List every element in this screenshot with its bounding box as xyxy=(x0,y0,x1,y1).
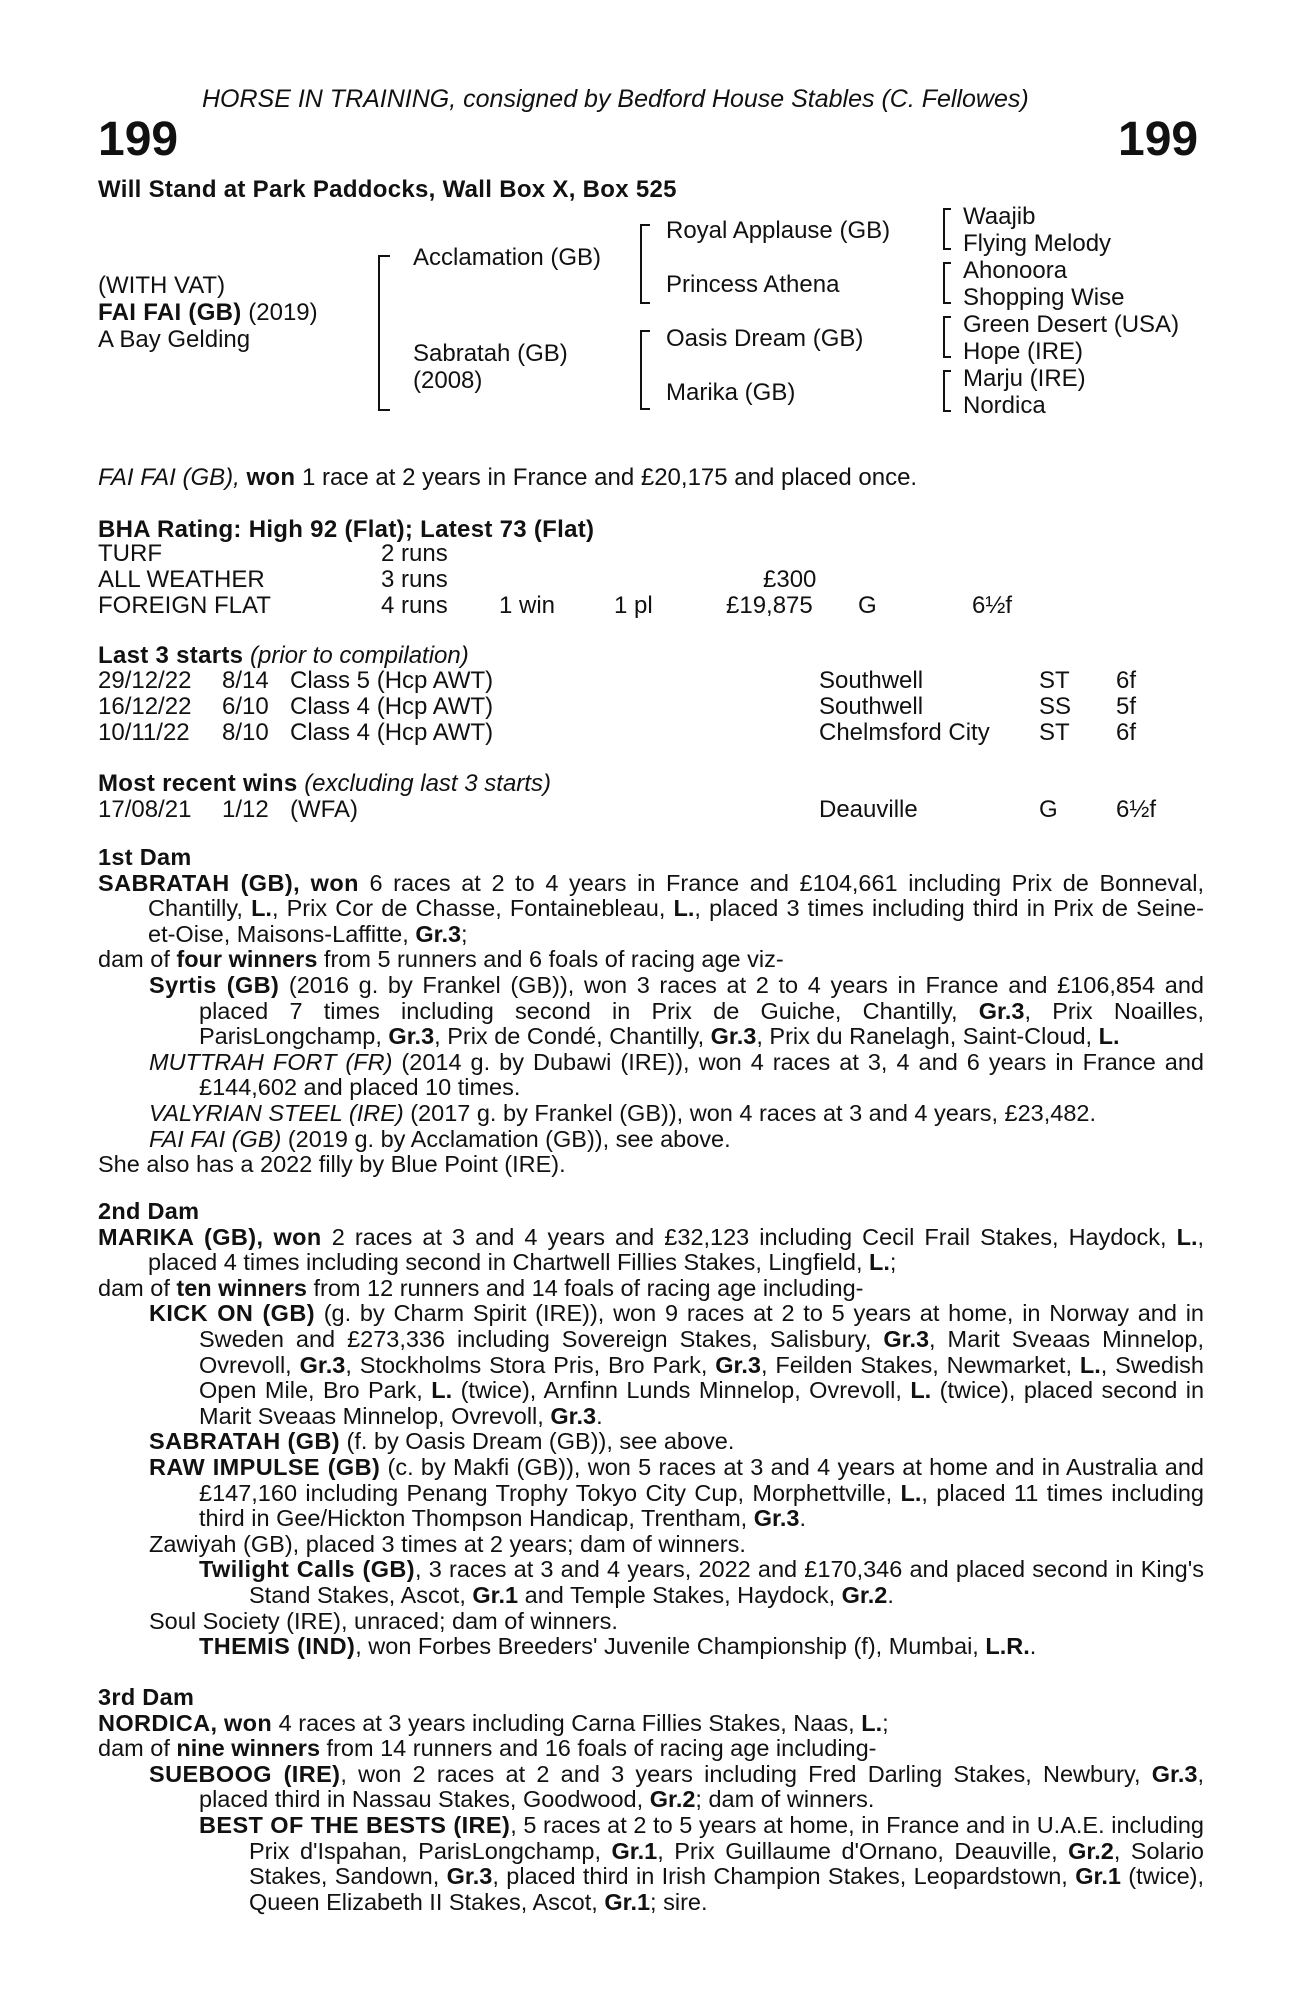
start-distance: 6f xyxy=(1116,719,1137,746)
start-distance: 5f xyxy=(1116,693,1137,720)
start-date: 16/12/22 xyxy=(98,693,192,720)
rating-type: ALL WEATHER xyxy=(98,566,265,593)
dam-year: (2008) xyxy=(413,367,483,394)
last3-title: Last 3 starts xyxy=(98,642,244,669)
rating-type: TURF xyxy=(98,540,162,567)
horse-name-line xyxy=(98,300,318,326)
offspring-valyrian-steel: VALYRIAN STEEL (IRE) (2017 g. by Frankel (GB)), won 4 races at 3 and 4 years, £23,482. xyxy=(149,1099,1097,1126)
rating-placed: 1 pl xyxy=(614,592,653,619)
grand-offspring-themis: THEMIS (IND), won Forbes Breeders' Juvenile Championship (f), Mumbai, L.R.. xyxy=(199,1633,1037,1660)
grandparent-6: Hope (IRE) xyxy=(963,338,1084,365)
rating-runs: 2 runs xyxy=(381,540,448,567)
bha-rating-title: BHA Rating: High 92 (Flat); Latest 73 (Flat) xyxy=(98,516,595,543)
win-distance: 6½f xyxy=(1116,796,1157,823)
start-class: Class 5 (Hcp AWT) xyxy=(290,667,494,694)
start-going: ST xyxy=(1039,667,1070,694)
third-dam-produce: dam of nine winners from 14 runners and 16 foals of racing age including- xyxy=(98,1735,877,1762)
offspring-kick-on: KICK ON (GB) (g. by Charm Spirit (IRE)), won 9 races at 2 to 5 years at home, in Norway and in Sweden and £273,336 including Sovereign Stakes, Salisbury, Gr.3, Marit Sveaas Minnelop, Ovrevoll, Gr.3, Stockholms Stora Pris, Bro Park, Gr.3, Feilden Stakes, Newmarket, L., Swedish Open Mile, Bro Park, L. (twice), Arnfinn Lunds Minnelop, Ovrevoll, L. (twice), placed second in Marit Sveaas Minnelop, Ovrevoll, Gr.3. xyxy=(149,1300,1205,1429)
lot-number-right: 199 xyxy=(1118,113,1199,166)
gp-brace-4 xyxy=(943,370,951,412)
second-dam-record: MARIKA (GB), won 2 races at 3 and 4 years and £32,123 including Cecil Frail Stakes, Haydock, L., placed 4 times including second in Chartwell Fillies Stakes, Lingfield, L.; xyxy=(98,1223,1205,1276)
sire-sire: Royal Applause (GB) xyxy=(666,217,891,244)
consignment-line: HORSE IN TRAINING, consigned by Bedford House Stables (C. Fellowes) xyxy=(202,85,1029,113)
gp-brace-2 xyxy=(943,262,951,304)
horse-name: FAI FAI (GB) xyxy=(98,299,242,326)
rating-runs: 3 runs xyxy=(381,566,448,593)
sire-dam: Princess Athena xyxy=(666,271,840,298)
horse-description: A Bay Gelding xyxy=(98,326,251,353)
sire-parents-brace xyxy=(640,224,650,304)
start-date: 29/12/22 xyxy=(98,667,192,694)
stand-location: Will Stand at Park Paddocks, Wall Box X, Box 525 xyxy=(98,176,677,203)
grandparent-5: Green Desert (USA) xyxy=(963,311,1180,338)
grandparent-1: Waajib xyxy=(963,203,1036,230)
win-date: 17/08/21 xyxy=(98,796,192,823)
sire: Acclamation (GB) xyxy=(413,244,602,271)
first-dam-also: She also has a 2022 filly by Blue Point (IRE). xyxy=(98,1151,566,1178)
dam-dam: Marika (GB) xyxy=(666,379,796,406)
recent-wins-note: (excluding last 3 starts) xyxy=(304,770,551,797)
third-dam-heading: 3rd Dam xyxy=(98,1684,195,1710)
win-position: 1/12 xyxy=(222,796,269,823)
offspring-zawiyah: Zawiyah (GB), placed 3 times at 2 years; dam of winners. xyxy=(149,1530,746,1557)
win-going: G xyxy=(1039,796,1058,823)
second-dam-won: won xyxy=(273,1223,322,1250)
start-distance: 6f xyxy=(1116,667,1137,694)
offspring-muttrah-fort: MUTTRAH FORT (FR) (2014 g. by Dubawi (IRE)), won 4 races at 3, 4 and 6 years in France and £144,602 and placed 10 times. xyxy=(149,1048,1204,1101)
start-going: SS xyxy=(1039,693,1072,720)
rating-prize: £300 xyxy=(763,566,817,593)
third-dam-won: won xyxy=(223,1709,273,1736)
vat-note: (WITH VAT) xyxy=(98,272,226,299)
rating-distance: 6½f xyxy=(972,592,1013,619)
grand-offspring-twilight-calls: Twilight Calls (GB), 3 races at 3 and 4 years, 2022 and £170,346 and placed second in King's Stand Stakes, Ascot, Gr.1 and Temple Stakes, Haydock, Gr.2. xyxy=(199,1556,1204,1608)
second-dam-produce: dam of ten winners from 12 runners and 14 foals of racing age including- xyxy=(98,1274,864,1301)
second-dam-heading: 2nd Dam xyxy=(98,1198,200,1224)
third-dam-record: NORDICA, won 4 races at 3 years including Carna Fillies Stakes, Naas, L.; xyxy=(98,1709,889,1736)
grand-offspring-best-of-the-bests: BEST OF THE BESTS (IRE), 5 races at 2 to 5 years at home, in France and in U.A.E. including Prix d'Ispahan, ParisLongchamp, Gr.1, Prix Guillaume d'Ornano, Deauville, Gr.2, Solario Stakes, Sandown, Gr.3, placed third in Irish Champion Stakes, Leopardstown, Gr.1 (twice), Queen Elizabeth II Stakes, Ascot, Gr.1; sire. xyxy=(199,1811,1205,1915)
first-dam-section xyxy=(98,845,1204,1178)
offspring-soul-society: Soul Society (IRE), unraced; dam of winners. xyxy=(149,1607,618,1634)
grandparent-3: Ahonoora xyxy=(963,257,1068,284)
first-dam-heading: 1st Dam xyxy=(98,844,192,870)
rating-type: FOREIGN FLAT xyxy=(98,592,271,619)
first-dam-record: SABRATAH (GB), won 6 races at 2 to 4 years in France and £104,661 including Prix de Bonneval, Chantilly, L., Prix Cor de Chasse, Fontainebleau, L., placed 3 times including third in Prix de Seine-et-Oise, Maisons-Laffitte, Gr.3; xyxy=(98,869,1205,947)
start-course: Chelmsford City xyxy=(819,719,990,746)
grandparent-4: Shopping Wise xyxy=(963,284,1125,311)
first-dam-name: SABRATAH (GB), xyxy=(98,869,301,896)
second-dam-section xyxy=(98,1199,1204,1660)
third-dam-name: NORDICA, xyxy=(98,1709,218,1736)
dam-parents-brace xyxy=(640,330,650,410)
win-course: Deauville xyxy=(819,796,918,823)
offspring-raw-impulse: RAW IMPULSE (GB) (c. by Makfi (GB)), won 5 races at 3 and 4 years at home and in Australia and £147,160 including Penang Trophy Tokyo City Cup, Morphettville, L., placed 11 times including third in Gee/Hickton Thompson Handicap, Trentham, Gr.3. xyxy=(149,1453,1204,1532)
gp-brace-3 xyxy=(943,316,951,358)
summary-text: 1 race at 2 years in France and £20,175 and placed once. xyxy=(302,464,918,491)
win-class: (WFA) xyxy=(290,796,358,823)
start-class: Class 4 (Hcp AWT) xyxy=(290,719,494,746)
lot-number-left: 199 xyxy=(98,113,179,166)
offspring-syrtis: Syrtis (GB) (2016 g. by Frankel (GB)), won 3 races at 2 to 4 years in France and £106,854 and placed 7 times including second in Prix de Guiche, Chantilly, Gr.3, Prix Noailles, ParisLongchamp, Gr.3, Prix de Condé, Chantilly, Gr.3, Prix du Ranelagh, Saint-Cloud, L. xyxy=(149,971,1204,1050)
rating-runs: 4 runs xyxy=(381,592,448,619)
last3-note: (prior to compilation) xyxy=(249,642,469,669)
grandparent-7: Marju (IRE) xyxy=(963,365,1086,392)
start-position: 8/14 xyxy=(222,667,269,694)
summary-won: won xyxy=(246,464,296,491)
dam: Sabratah (GB) xyxy=(413,340,568,367)
gp-brace-1 xyxy=(943,208,951,250)
recent-wins-heading xyxy=(98,771,551,797)
rating-wins: 1 win xyxy=(499,592,556,619)
last3-heading xyxy=(98,643,469,669)
grandparent-2: Flying Melody xyxy=(963,230,1112,257)
recent-wins-title: Most recent wins xyxy=(98,770,298,797)
grandparent-8: Nordica xyxy=(963,392,1046,419)
rating-going: G xyxy=(858,592,877,619)
first-dam-won: won xyxy=(310,869,359,896)
summary-horse-name: FAI FAI (GB), xyxy=(98,464,240,491)
offspring-fai-fai: FAI FAI (GB) (2019 g. by Acclamation (GB)), see above. xyxy=(149,1125,731,1152)
dam-sire: Oasis Dream (GB) xyxy=(666,325,864,352)
second-dam-name: MARIKA (GB), xyxy=(98,1223,264,1250)
offspring-sueboog: SUEBOOG (IRE), won 2 races at 2 and 3 years including Fred Darling Stakes, Newbury, Gr.3, placed third in Nassau Stakes, Goodwood, Gr.2; dam of winners. xyxy=(149,1760,1205,1813)
start-position: 8/10 xyxy=(222,719,269,746)
first-dam-produce: dam of four winners from 5 runners and 6 foals of racing age viz- xyxy=(98,946,784,973)
start-course: Southwell xyxy=(819,667,924,694)
horse-year: (2019) xyxy=(248,299,318,326)
start-course: Southwell xyxy=(819,693,924,720)
sire-dam-brace xyxy=(378,255,390,411)
offspring-sabratah: SABRATAH (GB) (f. by Oasis Dream (GB)), see above. xyxy=(149,1428,735,1455)
race-summary xyxy=(98,465,917,491)
start-date: 10/11/22 xyxy=(98,719,190,746)
start-going: ST xyxy=(1039,719,1070,746)
third-dam-section xyxy=(98,1685,1204,1915)
rating-prize: £19,875 xyxy=(726,592,813,619)
start-position: 6/10 xyxy=(222,693,269,720)
start-class: Class 4 (Hcp AWT) xyxy=(290,693,494,720)
